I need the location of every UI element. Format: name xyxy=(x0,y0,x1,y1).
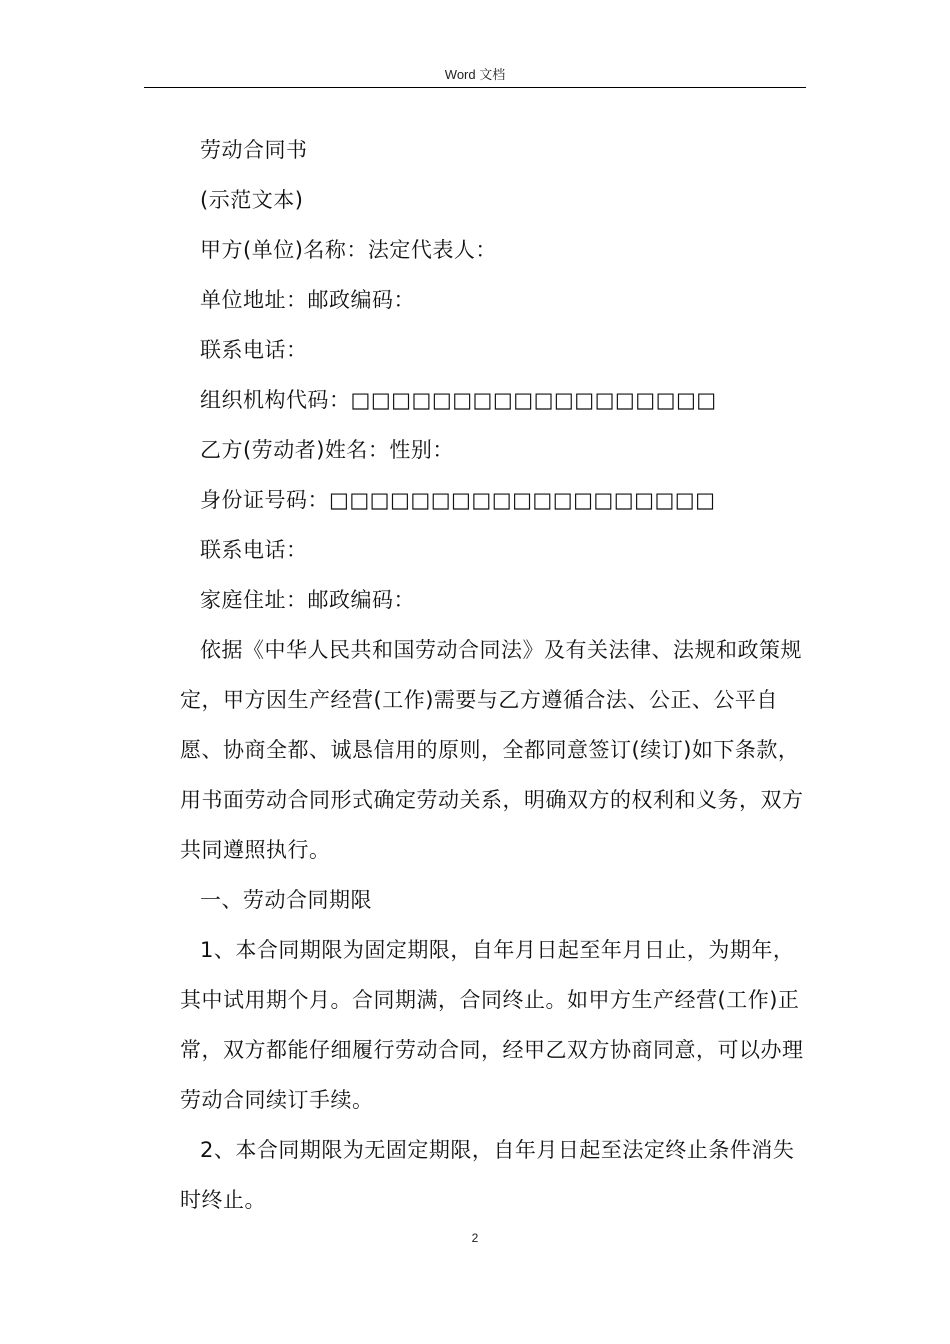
page-header: Word 文档 xyxy=(444,67,506,82)
id-number-line: 身份证号码：□□□□□□□□□□□□□□□□□□□ xyxy=(200,488,716,512)
document-body xyxy=(180,125,805,1225)
clause-2: 2、本合同期限为无固定期限，自年月日起至法定终止条件消失时终止。 xyxy=(180,1138,795,1212)
page-number: 2 xyxy=(471,1231,479,1245)
header-divider xyxy=(144,87,806,88)
party-a-name-line: 甲方(单位)名称：法定代表人： xyxy=(200,238,497,262)
clause-1: 1、本合同期限为固定期限，自年月日起至年月日止，为期年，其中试用期个月。合同期满，合同终止。如甲方生产经营(工作)正常，双方都能仔细履行劳动合同，经甲乙双方协商同意，可以办理劳动合同续订手续。 xyxy=(180,938,804,1112)
section-heading: 一、劳动合同期限 xyxy=(200,888,372,912)
party-a-address-line: 单位地址：邮政编码： xyxy=(200,288,415,312)
document-subtitle: (示范文本) xyxy=(200,188,304,212)
document-title: 劳动合同书 xyxy=(200,138,308,162)
intro-paragraph: 依据《中华人民共和国劳动合同法》及有关法律、法规和政策规定，甲方因生产经营(工作)需要与乙方遵循合法、公正、公平自愿、协商全都、诚恳信用的原则，全都同意签订(续订)如下条款，用书面劳动合同形式确定劳动关系，明确双方的权利和义务，双方共同遵照执行。 xyxy=(180,638,804,862)
organization-code-line: 组织机构代码：□□□□□□□□□□□□□□□□□□ xyxy=(200,388,717,412)
party-b-address-line: 家庭住址：邮政编码： xyxy=(200,588,415,612)
party-b-name-line: 乙方(劳动者)姓名：性别： xyxy=(200,438,454,462)
party-a-phone-line: 联系电话： xyxy=(200,338,308,362)
party-b-phone-line: 联系电话： xyxy=(200,538,308,562)
